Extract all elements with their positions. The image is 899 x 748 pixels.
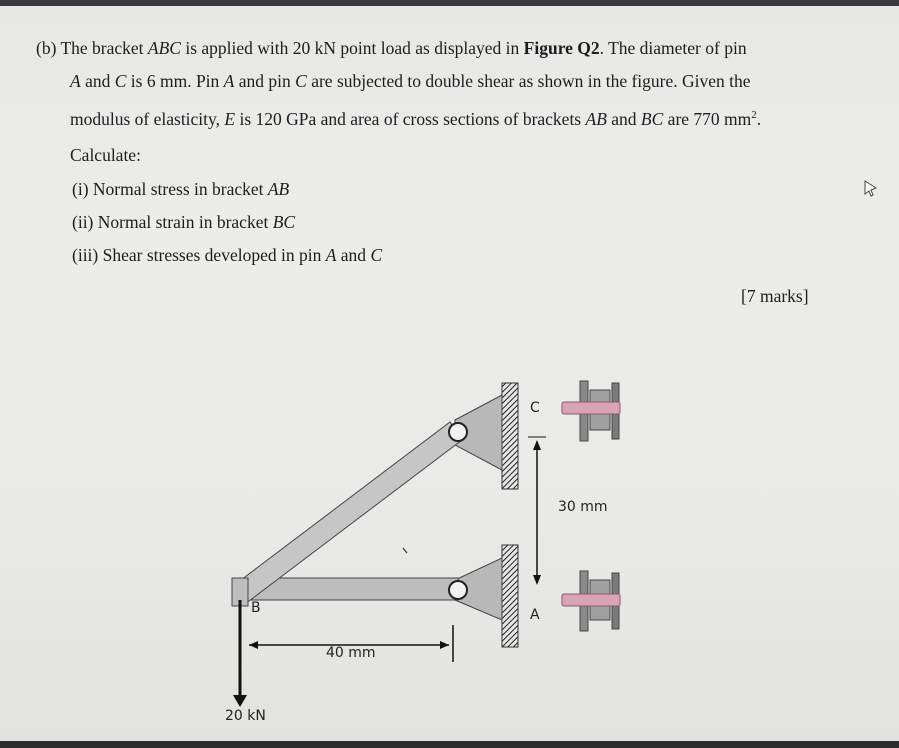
wall-support-lower <box>502 545 518 647</box>
text-run: A <box>325 245 337 265</box>
part-label: (b) <box>36 38 57 58</box>
text-run: and <box>80 71 115 91</box>
text-run: and pin <box>234 71 296 91</box>
stray-mark <box>403 548 407 553</box>
text-run: modulus of elasticity, <box>70 109 225 129</box>
text-run: is applied with 20 kN point load as displayed in <box>180 38 524 58</box>
text-run: A <box>223 71 235 91</box>
text-run: BC <box>640 109 664 129</box>
text-run: The bracket <box>60 38 148 58</box>
load-arrow-head <box>233 695 247 707</box>
text-run: and <box>336 245 371 265</box>
text-run: Shear stresses developed in pin <box>98 245 326 265</box>
label-b: B <box>251 600 261 616</box>
text-run: E <box>224 109 236 129</box>
text-run: AB <box>585 109 607 129</box>
text-run: C <box>114 71 127 91</box>
pin-c <box>449 423 467 441</box>
text-run: . The diameter of pin <box>599 38 747 58</box>
text-run: is 6 mm. Pin <box>126 71 224 91</box>
item-number: (ii) <box>72 212 94 232</box>
member-bc <box>233 422 462 604</box>
text-run: . <box>756 109 762 129</box>
dim-40-arrow-left <box>249 641 258 649</box>
item-number: (iii) <box>72 245 99 265</box>
text-run: BC <box>272 212 296 232</box>
load-label: 20 kN <box>225 708 266 724</box>
text-run: ABC <box>147 38 181 58</box>
screen-bottom-edge <box>0 741 899 748</box>
text-run: and <box>606 109 641 129</box>
text-run: are 770 mm <box>663 109 752 129</box>
figure-reference: Figure Q2 <box>523 38 600 58</box>
text-run: Normal strain in bracket <box>93 212 273 232</box>
text-run: C <box>295 71 307 91</box>
cursor-icon <box>865 181 876 196</box>
marks-label: [7 marks] <box>741 286 809 306</box>
wall-support-upper <box>502 383 518 489</box>
calculate-label: Calculate: <box>70 145 141 165</box>
text-run: Normal stress in bracket <box>88 179 268 199</box>
text-run: AB <box>267 179 290 199</box>
text-run: is 120 GPa and area of cross sections of brackets <box>235 109 586 129</box>
text-run: are subjected to double shear as shown in the figure. Given the <box>306 71 751 91</box>
dim-40-label: 40 mm <box>326 645 376 661</box>
text-run: A <box>70 71 81 91</box>
double-shear-detail-upper <box>562 381 620 441</box>
label-a: A <box>530 607 540 623</box>
dim-40-arrow-right <box>440 641 449 649</box>
pin-a <box>449 581 467 599</box>
label-c: C <box>530 400 540 416</box>
item-number: (i) <box>72 179 89 199</box>
text-run: C <box>370 245 383 265</box>
text-run: 2 <box>751 109 757 122</box>
dim-30-label: 30 mm <box>558 499 608 515</box>
double-shear-detail-lower <box>562 571 620 631</box>
dim-30-arrow-top <box>533 440 541 450</box>
dim-30-arrow-bottom <box>533 575 541 585</box>
